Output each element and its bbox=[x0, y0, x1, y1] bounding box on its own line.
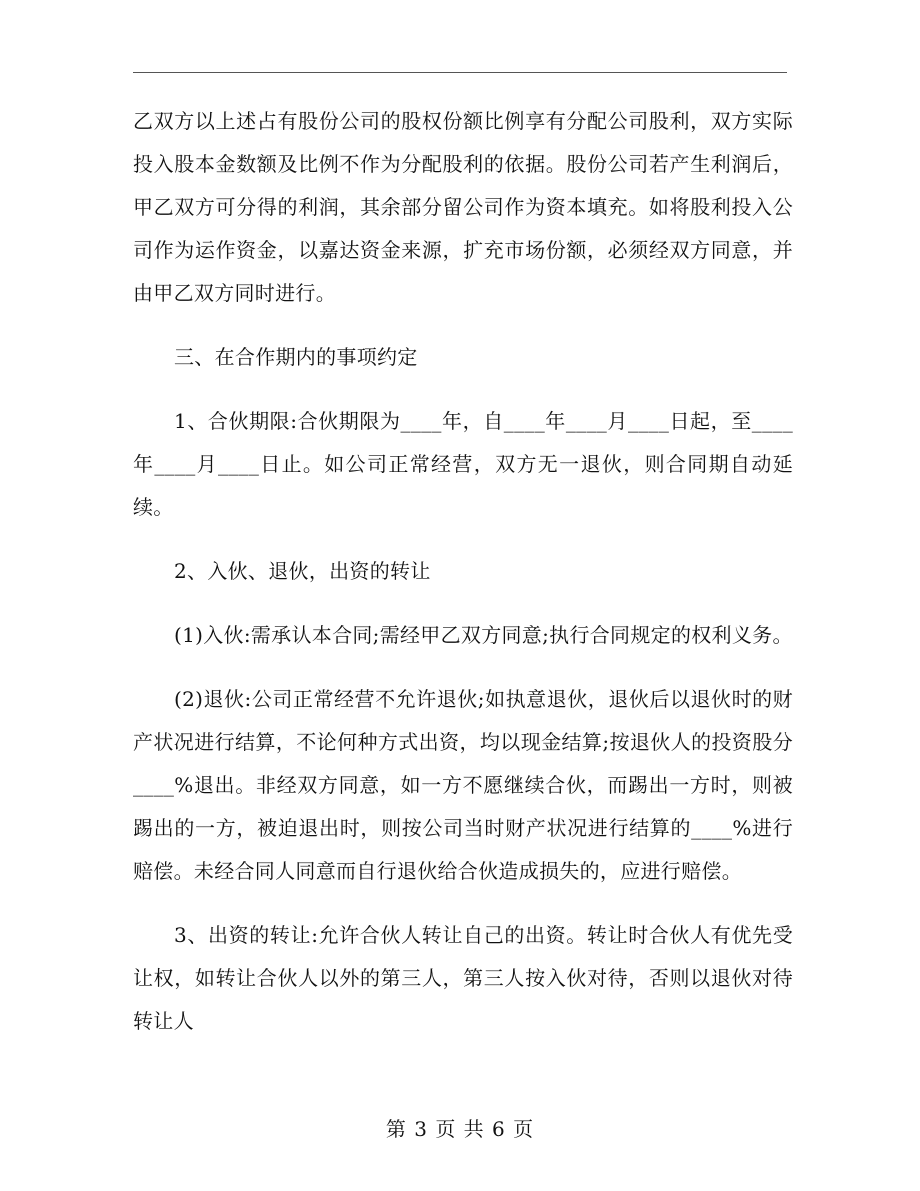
clause-withdrawal: (2)退伙:公司正常经营不允许退伙;如执意退伙，退伙后以退伙时的财产状况进行结算，不论何种方式出资，均以现金结算;按退伙人的投资股分____%退出。非经双方同意，如一方不愿继续合伙，而踢出一方时，则被踢出的一方，被迫退出时，则按公司当时财产状况进行结算的____%进行赔偿。未经合同人同意而自行退伙给合伙造成损失的，应进行赔偿。 bbox=[133, 687, 793, 883]
paragraph-continuation: 乙双方以上述占有股份公司的股权份额比例享有分配公司股利，双方实际投入股本金数额及比例不作为分配股利的依据。股份公司若产生利润后，甲乙双方可分得的利润，其余部分留公司作为资本填充。如将股利投入公司作为运作资金，以嘉达资金来源，扩充市场份额，必须经双方同意，并由甲乙双方同时进行。 bbox=[133, 109, 793, 305]
clause-joining: (1)入伙:需承认本合同;需经甲乙双方同意;执行合同规定的权利义务。 bbox=[174, 623, 793, 647]
clause-heading-join-withdraw: 2、入伙、退伙，出资的转让 bbox=[174, 559, 431, 583]
document-body bbox=[133, 100, 793, 1064]
header-rule bbox=[133, 72, 787, 73]
clause-partnership-term: 1、合伙期限:合伙期限为____年，自____年____月____日起，至____年____月____日止。如公司正常经营，双方无一退伙，则合同期自动延续。 bbox=[133, 409, 793, 519]
section-heading-three: 三、在合作期内的事项约定 bbox=[174, 345, 418, 369]
page-number-footer: 第 3 页 共 6 页 bbox=[385, 1117, 535, 1141]
clause-capital-transfer: 3、出资的转让:允许合伙人转让自己的出资。转让时合伙人有优先受让权，如转让合伙人以外的第三人，第三人按入伙对待，否则以退伙对待转让人 bbox=[133, 923, 793, 1033]
